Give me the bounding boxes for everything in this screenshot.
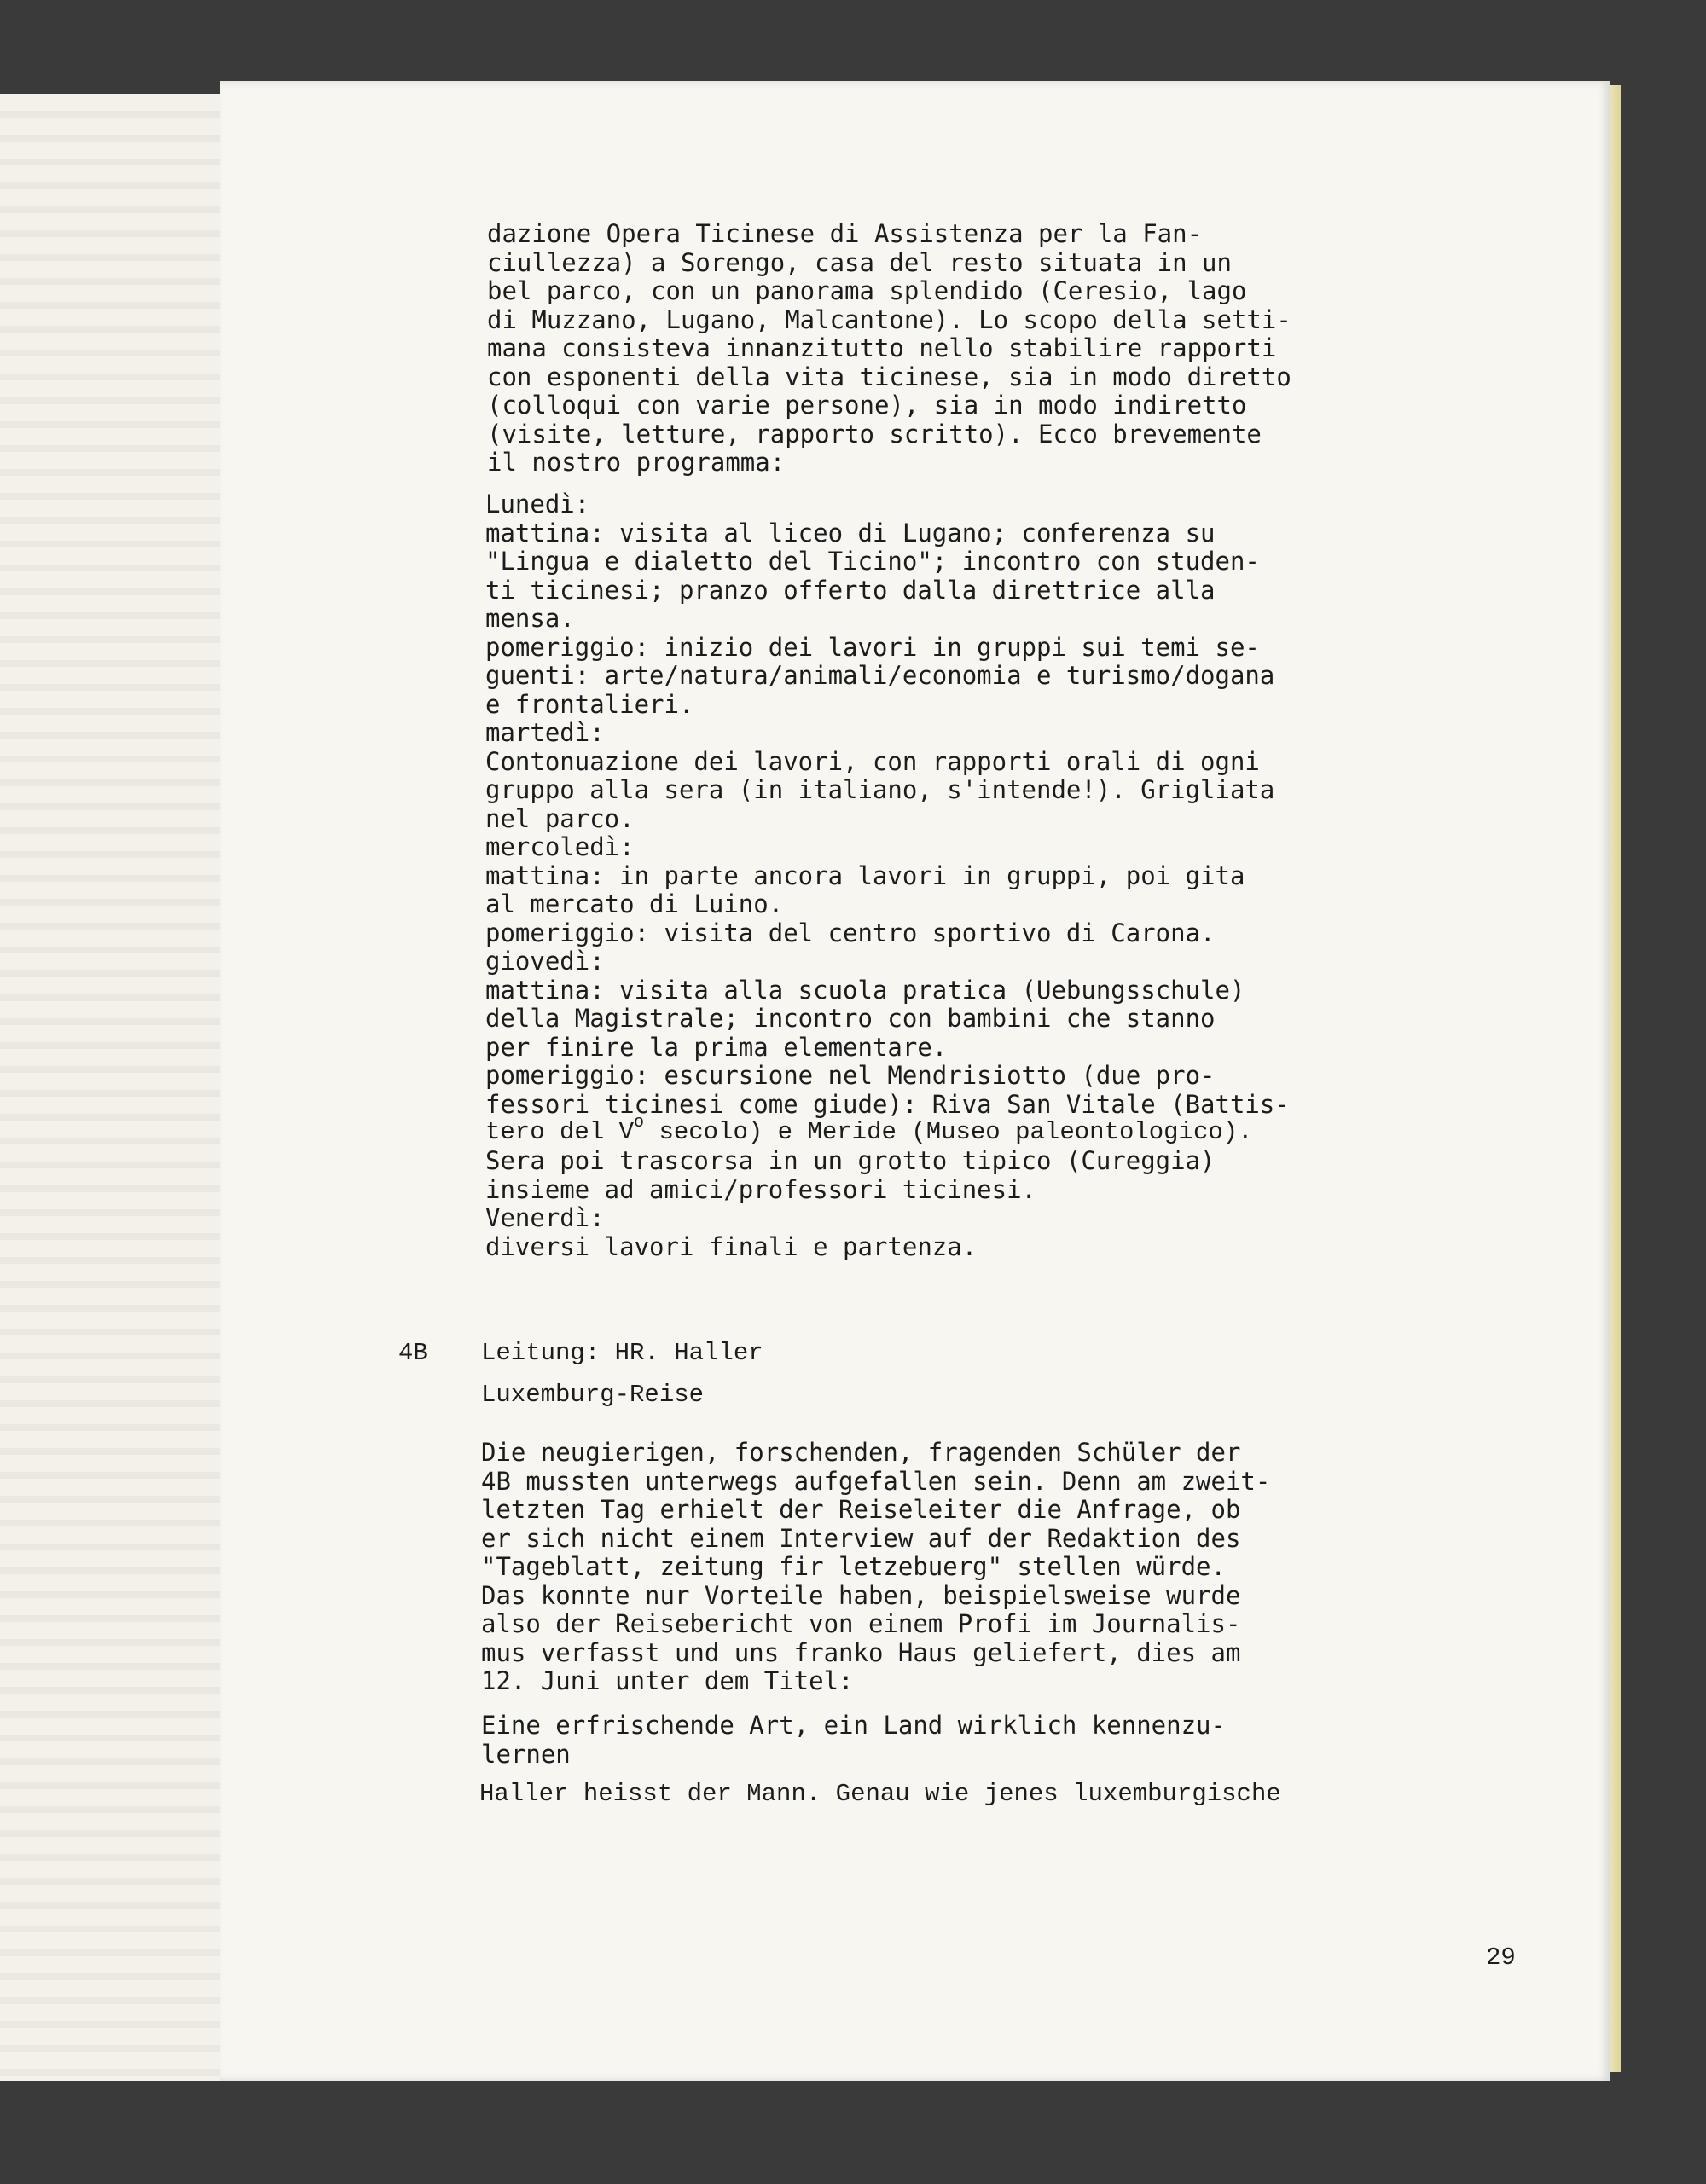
programma-lunedi-giovedi: Lunedì: mattina: visita al liceo di Lugano; conferenza su "Lingua e dialetto del Ticino"; incontro con studen- ti ticinesi; pranzo offerto dalla direttrice alla mensa. pomeriggio: inizio dei lavori in gruppi sui temi se- guenti: arte/natura/animali/economia e turismo/dogana e frontalieri. martedì: Contonuazione dei lavori, con rapporti orali di ogni gruppo alla sera (in italiano, s'intende!). Grigliata nel parco. mercoledì: mattina: in parte ancora lavori in gruppi, poi gita al mercato di Luino. pomeriggio: visita del centro sportivo di Carona. giovedì: mattina: visita alla scuola pratica (Uebungsschule) della Magistrale; incontro con bambini che stanno per finire la prima elementare. pomeriggio: escursione nel Mendrisiotto (due pro- fessori ticinesi come giude): Riva San Vitale (Battis- — [485, 490, 1290, 1119]
article-first-line: Haller heisst der Mann. Genau wie jenes luxemburgische — [479, 1780, 1281, 1808]
intro-paragraph: dazione Opera Ticinese di Assistenza per la Fan- ciullezza) a Sorengo, casa del resto situata in un bel parco, con un panorama splendido (Ceresio, lago di Muzzano, Lugano, Malcantone). Lo scopo della setti- mana consisteva innanzitutto nello stabilire rapporti con esponenti della vita ticinese, sia in modo diretto (colloqui con varie persone), sia in modo indiretto (visite, letture, rapporto scritto). Ecco brevemente il nostro programma: — [487, 219, 1291, 477]
left-page-edge — [0, 94, 223, 2081]
battistero-line: tero del $V^o$ secolo) e Meride (Museo paleontologico). — [485, 1113, 1253, 1146]
programma-sera-venerdi: Sera poi trascorsa in un grotto tipico (Cureggia) insieme ad amici/professori ticinesi. Venerdì: diversi lavori finali e partenza. — [485, 1146, 1216, 1261]
superscript-o: o — [634, 1113, 645, 1133]
article-headline: Eine erfrischende Art, ein Land wirklich kennenzu- lernen — [481, 1711, 1226, 1769]
page-number: 29 — [1486, 1944, 1516, 1972]
document-page — [220, 81, 1610, 2081]
section-number: 4B — [398, 1339, 428, 1367]
section-paragraph: Die neugierigen, forschenden, fragenden Schüler der 4B mussten unterwegs aufgefallen sein. Denn am zweit- letzten Tag erhielt der Reiseleiter die Anfrage, ob er sich nicht einem Interview auf der Redaktion des "Tageblatt, zeitung fir letzebuerg" stellen würde. Das konnte nur Vorteile haben, beispielsweise wurde also der Reisebericht von einem Profi im Journalis- mus verfasst und uns franko Haus geliefert, dies am 12. Juni unter dem Titel: — [481, 1438, 1271, 1695]
section-title: Luxemburg-Reise — [481, 1381, 705, 1409]
bleed-through-text — [0, 94, 220, 2081]
section-leitung: Leitung: HR. Haller — [481, 1339, 763, 1367]
